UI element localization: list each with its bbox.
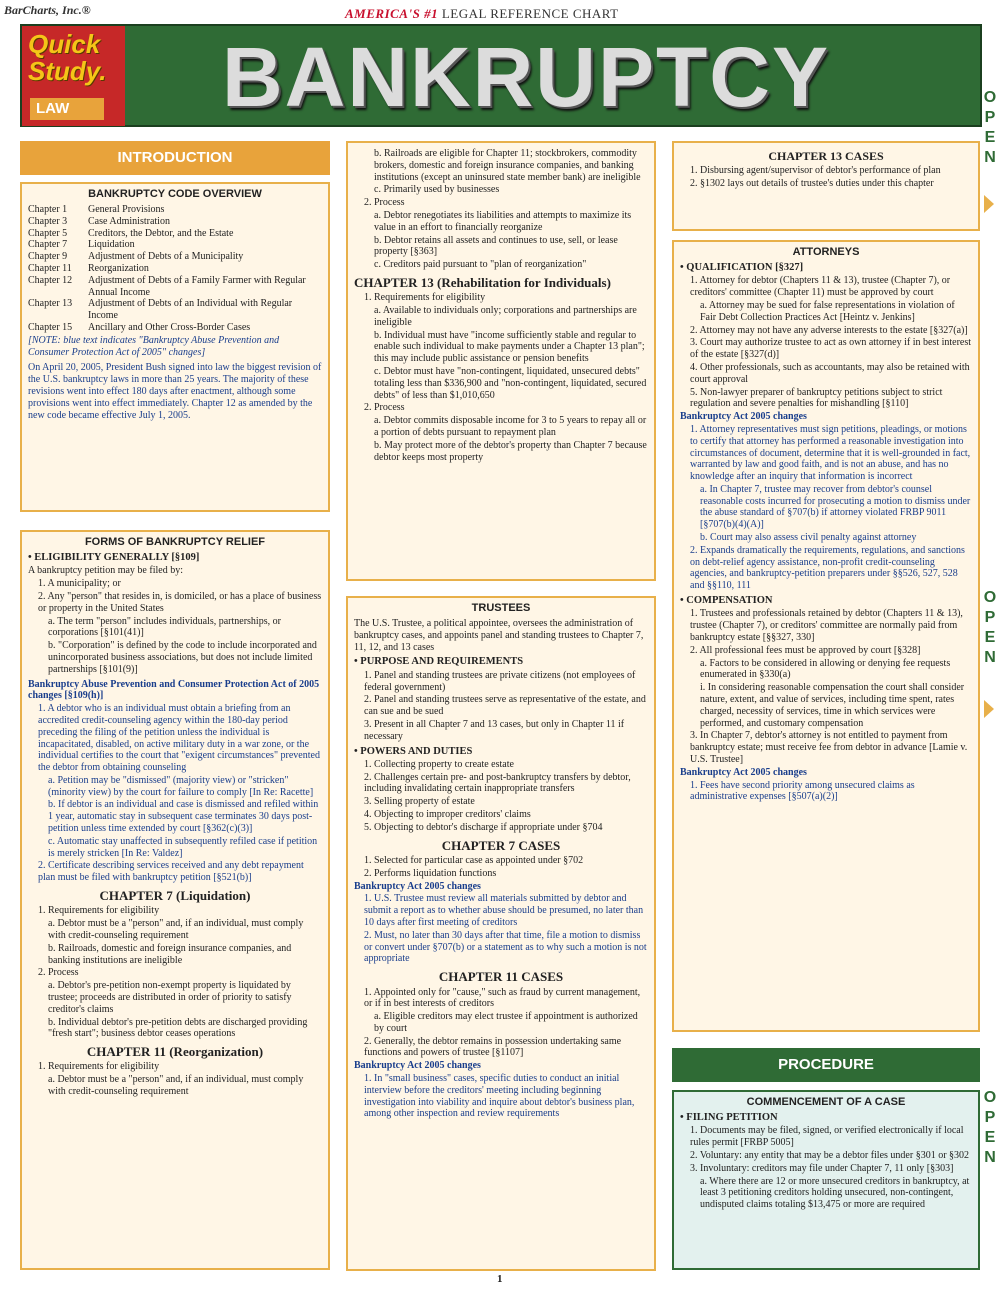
- abuse-act-title: Bankruptcy Abuse Prevention and Consumer Protection Act of 2005 changes [§109(h)]: [28, 678, 320, 702]
- quickstudy-logo: [22, 26, 125, 126]
- chapter-description: General Provisions: [88, 203, 165, 215]
- list-item: a. Debtor commits disposable income for 3 to 5 years to repay all or a portion of debts pursuant to repayment plan: [374, 415, 647, 439]
- chapter11-title: CHAPTER 11 (Reorganization): [86, 1044, 264, 1060]
- powers-list: [354, 759, 648, 834]
- chapter11-list: [28, 1061, 322, 1097]
- subtitle-highlight: AMERICA'S #1: [345, 6, 439, 21]
- list-item: 2. All professional fees must be approved by court [§328]: [690, 644, 921, 656]
- list-item: 1. Requirements for eligibility: [364, 292, 486, 304]
- list-item: 1. Appointed only for "cause," such as fraud by current management, or if in best interests of creditors: [364, 986, 641, 1010]
- list-item: 5. Objecting to debtor's discharge if appropriate under §704: [364, 821, 603, 833]
- list-item: 4. Objecting to improper creditors' claims: [364, 809, 531, 821]
- ch7-cases-title: CHAPTER 7 CASES: [441, 837, 561, 853]
- open-label: O P E N: [983, 589, 997, 666]
- list-item: a. Where there are 12 or more unsecured creditors in bankruptcy, at least 3 petitioning creditors holding unsecured, non-contingent, undisputed claims totaling $13,475 or more are required: [700, 1175, 970, 1211]
- publisher-name: BarCharts, Inc.®: [4, 3, 91, 17]
- list-item: 2. Must, no later than 30 days after that time, file a motion to dismiss or convert under §707(b) or a statement as to why such a motion is not appropriate: [364, 929, 647, 965]
- chapter7-list: [28, 905, 322, 1040]
- list-item: 3. Selling property of estate: [364, 796, 475, 808]
- open-label: O P E N: [983, 1089, 997, 1166]
- attorneys-title: ATTORNEYS: [792, 246, 860, 258]
- list-item: b. Court may also assess civil penalty against attorney: [700, 532, 917, 544]
- list-item: a. Factors to be considered in allowing or denying fee requests enumerated in §330(a): [700, 657, 951, 681]
- compensation-subheading: • COMPENSATION: [680, 595, 773, 607]
- list-item: i. In considering reasonable compensation the court shall consider nature, extent, and value of services, including time spent, rates charged, necessity of services, time in which services were performed, and customary compensation: [700, 682, 965, 729]
- list-item: 2. Panel and standing trustees serve as representative of the estate, and can sue and be sued: [364, 694, 646, 718]
- powers-subheading: • POWERS AND DUTIES: [354, 745, 473, 757]
- list-item: 1. A debtor who is an individual must obtain a briefing from an accredited credit-counseling agency within the 180-day period preceding the filing of the petition unless the individual is incapacitated, disabled, on active military duty in a war zone, or the individual certifies to the court that "exigent circumstances" prevented the debtor from obtaining counseling: [38, 703, 320, 774]
- chapter-description: Liquidation: [88, 239, 135, 251]
- list-item: 1. Requirements for eligibility: [38, 1061, 160, 1073]
- chapter11-continued-list: [354, 148, 648, 271]
- list-item: a. Debtor must be a "person" and, if an individual, must comply with credit-counseling requirement: [48, 1074, 304, 1098]
- chapter13-cases-box: [672, 141, 980, 231]
- list-item: 1. A municipality; or: [38, 578, 121, 590]
- open-arrow-icon: [984, 700, 994, 718]
- list-item: 2. Attorney may not have any adverse interests to the estate [§327(a)]: [690, 324, 968, 336]
- code-overview-box: [20, 182, 330, 512]
- compensation-changes-title: Bankruptcy Act 2005 changes: [680, 766, 807, 778]
- chapter-number: Chapter 12: [28, 274, 73, 286]
- chapter-description: Adjustment of Debts of a Family Farmer with Regular Annual Income: [88, 274, 306, 298]
- code-overview-title: BANKRUPTCY CODE OVERVIEW: [88, 188, 262, 200]
- list-item: 1. Attorney for debtor (Chapters 11 & 13), trustee (Chapter 7), or creditors' committee (Chapter 11) must be approved by court: [690, 275, 951, 299]
- list-item: 2. Process: [364, 402, 405, 414]
- abuse-act-list: [28, 703, 322, 884]
- list-item: 1. U.S. Trustee must review all materials submitted by debtor and submit a report as to whether abuse should be presumed, no later than 10 days after first meeting of creditors: [364, 893, 644, 928]
- ch13-cases-list: [680, 165, 972, 190]
- list-item: a. Available to individuals only; corporations and partnerships are ineligible: [374, 305, 637, 328]
- list-item: A bankruptcy petition may be filed by:: [28, 565, 183, 577]
- list-item: c. Primarily used by businesses: [374, 184, 500, 196]
- chapter-number: Chapter 7: [28, 239, 68, 251]
- list-item: a. Debtor's pre-petition non-exempt property is liquidated by trustee; proceeds are distributed in order of priority to satisfy creditor's claims: [48, 980, 292, 1015]
- list-item: 1. Fees have second priority among unsecured claims as administrative expenses [§507(a)(2)]: [690, 779, 915, 803]
- list-item: 1. Selected for particular case as appointed under §702: [364, 855, 584, 866]
- blue-text-note: [NOTE: blue text indicates "Bankruptcy Abuse Prevention and Consumer Protection Act of 2005" changes]: [28, 334, 280, 358]
- chapter-row: [28, 251, 322, 263]
- chapter-row: [28, 322, 322, 334]
- list-item: 1. Requirements for eligibility: [38, 905, 160, 917]
- ch11-changes-title: Bankruptcy Act 2005 changes: [354, 1060, 481, 1072]
- qualification-changes-title: Bankruptcy Act 2005 changes: [680, 411, 807, 423]
- chapter-description: Case Administration: [88, 215, 170, 227]
- procedure-header: PROCEDURE: [672, 1048, 980, 1082]
- ch11-cases-title: CHAPTER 11 CASES: [438, 969, 564, 985]
- chapter-number: Chapter 13: [28, 298, 73, 310]
- list-item: 2. Voluntary: any entity that may be a debtor files under §301 or §302: [690, 1149, 970, 1161]
- logo-law-tag: LAW: [30, 98, 104, 120]
- qualification-changes-list: [680, 424, 972, 592]
- list-item: 2. Performs liquidation functions: [364, 867, 497, 879]
- list-item: 2. Generally, the debtor remains in possession undertaking same functions and powers of trustee [§1107]: [364, 1035, 622, 1059]
- subtitle-text: LEGAL REFERENCE CHART: [441, 6, 619, 21]
- chapter-description: Adjustment of Debts of a Municipality: [88, 251, 244, 263]
- chapter11-13-box: [346, 141, 656, 581]
- chapter-row: [28, 275, 322, 299]
- chapter-row: [28, 228, 322, 240]
- top-line: [0, 0, 1000, 22]
- introduction-header-wrap: [20, 141, 330, 177]
- filing-list: [680, 1125, 972, 1211]
- open-tab-2: [980, 588, 1000, 668]
- eligibility-list: [28, 565, 322, 675]
- forms-title: FORMS OF BANKRUPTCY RELIEF: [84, 536, 266, 548]
- list-item: 5. Non-lawyer preparer of bankruptcy petitions subject to strict regulation and severe penalties for mishandling [§110]: [690, 386, 943, 410]
- chapter7-title: CHAPTER 7 (Liquidation): [99, 888, 251, 904]
- page-title: BANKRUPTCY: [222, 30, 830, 124]
- list-item: a. In Chapter 7, trustee may recover from debtor's counsel reasonable costs incurred for prosecuting a motion to dismiss under the abuse standard of §707(b) if attorney violated FRBP 9011 [§707(b)(4)(A)]: [700, 483, 971, 531]
- ch7-changes-list: [354, 893, 648, 965]
- open-tab-3: [980, 1088, 1000, 1168]
- logo-line-1: Quick: [28, 29, 101, 59]
- chapter-number: Chapter 5: [28, 227, 68, 239]
- procedure-header-wrap: [672, 1048, 980, 1084]
- ch7-changes-title: Bankruptcy Act 2005 changes: [354, 880, 481, 892]
- ch7-cases-list: [354, 855, 648, 880]
- list-item: c. Creditors paid pursuant to "plan of reorganization": [374, 259, 587, 271]
- ch11-changes-list: [354, 1073, 648, 1120]
- attorneys-box: [672, 240, 980, 1032]
- chapter13-list: [354, 292, 648, 463]
- list-item: 2. Process: [364, 197, 405, 209]
- trustees-title: TRUSTEES: [471, 602, 531, 614]
- chapter-description: Reorganization: [88, 262, 149, 274]
- forms-of-relief-box: [20, 530, 330, 1270]
- list-item: a. The term "person" includes individuals, partnerships, or corporations [§101(41)]: [48, 615, 281, 639]
- eligibility-subheading: • ELIGIBILITY GENERALLY [§109]: [28, 551, 200, 563]
- list-item: 1. Collecting property to create estate: [364, 758, 514, 770]
- chapter-row: [28, 298, 322, 322]
- list-item: 2. Challenges certain pre- and post-bankruptcy transfers by debtor, including invalidating certain inappropriate transfers: [364, 771, 631, 795]
- list-item: 2. Process: [38, 967, 79, 979]
- intro-paragraph: On April 20, 2005, President Bush signed into law the biggest revision of the U.S. bankruptcy laws in more than 25 years. The majority of these revisions went into effect 180 days after enactment, although some provisions went into effect immediately. Chapter 12 as amended by the new code became effective July 1, 2005.: [28, 362, 322, 421]
- chapter-description: Creditors, the Debtor, and the Estate: [88, 227, 234, 239]
- list-item: 3. Involuntary: creditors may file under Chapter 7, 11 only [§303]: [690, 1162, 954, 1174]
- chapter13-title: CHAPTER 13 (Rehabilitation for Individuals): [354, 274, 611, 290]
- introduction-header: INTRODUCTION: [20, 141, 330, 175]
- commencement-title: COMMENCEMENT OF A CASE: [746, 1096, 906, 1108]
- purpose-subheading: • PURPOSE AND REQUIREMENTS: [354, 656, 524, 668]
- list-item: 1. Attorney representatives must sign petitions, pleadings, or motions to certify that attorney has performed a reasonable investigation into circumstances of document, determine that it is well-grounded in fact, warranted by law and good faith, and is not an abuse, and has no knowledge after an inquiry that information is incorrect: [690, 423, 971, 483]
- trustees-box: [346, 596, 656, 1271]
- chapter-row: [28, 216, 322, 228]
- compensation-list: [680, 608, 972, 765]
- list-item: 1. Disbursing agent/supervisor of debtor's performance of plan: [690, 165, 941, 177]
- logo-line-2: Study.: [28, 56, 107, 86]
- chart-subtitle: [345, 6, 619, 21]
- list-item: 4. Other professionals, such as accountants, may also be retained with court approval: [690, 361, 970, 385]
- qualification-list: [680, 275, 972, 410]
- chapter-description: Ancillary and Other Cross-Border Cases: [88, 321, 251, 333]
- list-item: 2. Certificate describing services received and any debt repayment plan must be filed with bankruptcy petition [§521(b)]: [38, 860, 304, 884]
- list-item: a. Debtor must be a "person" and, if an individual, must comply with credit-counseling requirement: [48, 918, 304, 941]
- list-item: 1. Panel and standing trustees are private citizens (not employees of federal government): [364, 669, 636, 693]
- ch11-cases-list: [354, 987, 648, 1060]
- chapter-number: Chapter 15: [28, 321, 73, 333]
- chapter-row: [28, 239, 322, 251]
- compensation-changes-list: [680, 780, 972, 804]
- list-item: c. Automatic stay unaffected in subsequently refiled case if petition is merely stricken [In Re: Valdez]: [48, 835, 318, 859]
- list-item: 2. §1302 lays out details of trustee's duties under this chapter: [690, 177, 934, 189]
- list-item: 3. Present in all Chapter 7 and 13 cases, but only in Chapter 11 if necessary: [364, 718, 625, 742]
- qualification-subheading: • QUALIFICATION [§327]: [680, 261, 804, 273]
- purpose-list: [354, 670, 648, 743]
- list-item: 3. In Chapter 7, debtor's attorney is not entitled to payment from bankruptcy estate; must receive fee from debtor in advance [Lamie v. U.S. Trustee]: [690, 730, 968, 765]
- list-item: 1. Documents may be filed, signed, or verified electronically if local rules permit [FRBP 5005]: [690, 1125, 964, 1149]
- list-item: a. Debtor renegotiates its liabilities and attempts to maximize its value in an effort to financially reorganize: [374, 209, 632, 233]
- trustees-intro: The U.S. Trustee, a political appointee, oversees the administration of bankruptcy cases, and appoints panel and standing trustees to Chapter 7, 11, 12, and 13 cases: [354, 617, 644, 653]
- open-tab-1: [980, 88, 1000, 168]
- list-item: 1. In "small business" cases, specific duties to conduct an initial interview before the creditors' meeting including beginning investigation into viability and inquire about debtor's business plan, among other inspection and review requirements: [364, 1073, 635, 1120]
- list-item: 2. Expands dramatically the requirements, regulations, and sanctions on debt-relief agency assistance, non-profit credit-counseling agencies, and bankruptcy-petition preparers under §§526, 527, 528 and §§110, 111: [690, 544, 965, 592]
- open-arrow-icon: [984, 195, 994, 213]
- chapter-number: Chapter 9: [28, 251, 68, 263]
- title-banner: [20, 24, 982, 127]
- chapter-row: [28, 204, 322, 216]
- list-item: b. Individual debtor's pre-petition debts are discharged providing "fresh start"; business debtor ceases operations: [48, 1016, 308, 1040]
- list-item: a. Attorney may be sued for false representations in violation of Fair Debt Collection Practices Act [Heintz v. Jenkins]: [700, 299, 955, 323]
- list-item: c. Debtor must have "non-contingent, liquidated, unsecured debts" totaling less than $336,900 and "non-contingent, liquidated, secured debts" of less than $1,010,650: [374, 366, 647, 401]
- list-item: b. May protect more of the debtor's property than Chapter 7 because debtor keeps most property: [374, 439, 647, 463]
- commencement-box: [672, 1090, 980, 1270]
- open-label: O P E N: [983, 89, 997, 166]
- list-item: b. Individual must have "income sufficiently stable and regular to enable such individual to make payments under a Chapter 13 plan"; this may include public assistance or pension benefits: [374, 329, 645, 365]
- list-item: 3. Court may authorize trustee to act as own attorney if in best interest of the estate [§327(d)]: [690, 337, 972, 361]
- chapters-list: [28, 204, 322, 334]
- list-item: a. Eligible creditors may elect trustee if appointment is authorized by court: [374, 1011, 638, 1034]
- list-item: 1. Trustees and professionals retained by debtor (Chapters 11 & 13), trustee (Chapter 7), or creditors' committee are normally paid from bankruptcy estate [§§327, 330]: [690, 608, 963, 644]
- chapter-description: Adjustment of Debts of an Individual with Regular Income: [88, 298, 293, 322]
- chapter-number: Chapter 1: [28, 203, 68, 215]
- list-item: b. If debtor is an individual and case is dismissed and refiled within 1 year, automatic stay in subsequent case terminates 30 days post-petition unless time extended by court [§362(c)(3)]: [48, 799, 319, 835]
- list-item: b. Railroads are eligible for Chapter 11; stockbrokers, commodity brokers, domestic and foreign insurance companies, and banking institutions (except an uninsured state member bank) are ineligible: [374, 148, 641, 183]
- ch13-cases-title: CHAPTER 13 CASES: [768, 149, 884, 163]
- list-item: 2. Any "person" that resides in, is domiciled, or has a place of business or property in the United States: [38, 590, 322, 614]
- list-item: b. "Corporation" is defined by the code to include incorporated and unincorporated business associations, but does not include limited partnerships [§101(9)]: [48, 640, 317, 675]
- chapter-number: Chapter 11: [28, 262, 72, 274]
- list-item: a. Petition may be "dismissed" (majority view) or "stricken" (minority view) by the court for failure to comply [In Re: Racette]: [48, 774, 314, 798]
- list-item: b. Railroads, domestic and foreign insurance companies, and banking institutions are ineligible: [48, 942, 292, 966]
- chapter-row: [28, 263, 322, 275]
- page-number: 1: [497, 1273, 503, 1285]
- filing-subheading: • FILING PETITION: [680, 1111, 778, 1123]
- list-item: b. Debtor retains all assets and continues to use, sell, or lease property [§363]: [374, 234, 618, 258]
- chapter-number: Chapter 3: [28, 215, 68, 227]
